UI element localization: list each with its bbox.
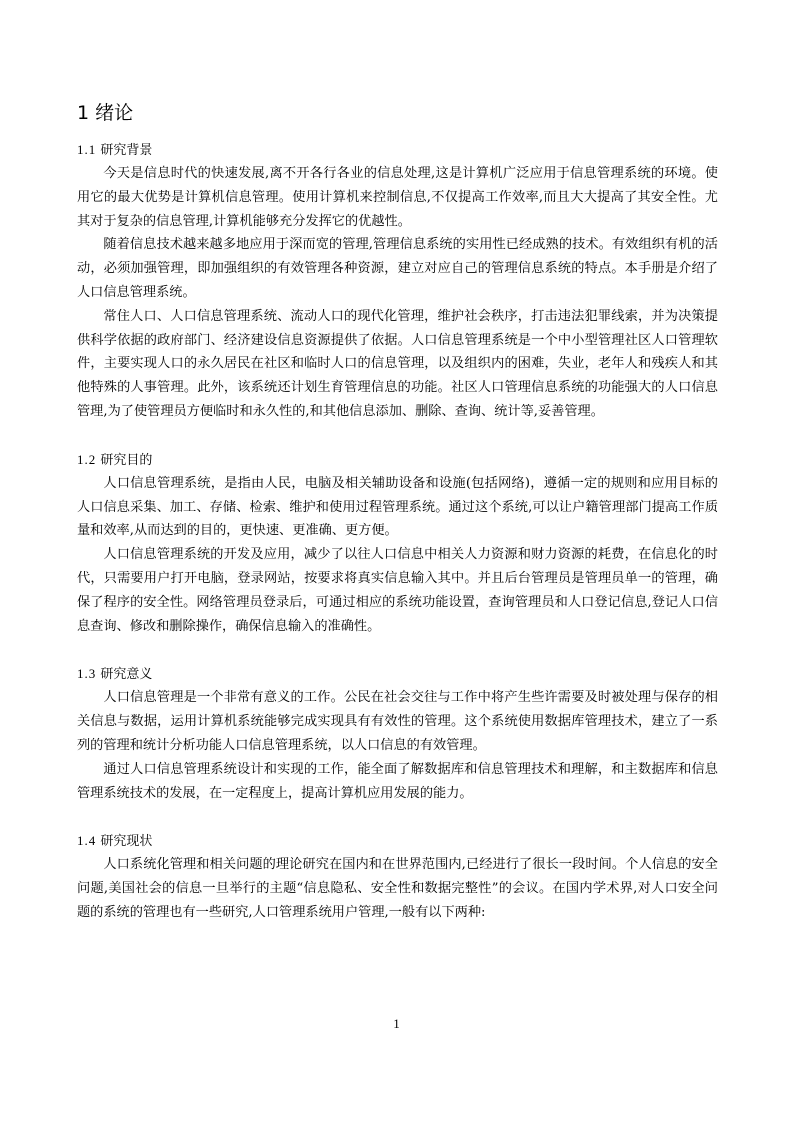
page-number: 1 [393,1016,400,1031]
section-heading [77,829,718,853]
chapter-title: 1 绪论 [77,102,134,124]
section-1-1 [77,138,718,424]
section-spacer [77,424,718,448]
paragraph: 人口信息管理系统的开发及应用，减少了以往人口信息中相关人力资源和财力资源的耗费，在信息化的时代，只需要用户打开电脑，登录网站，按要求将真实信息输入其中。并且后台管理员是管理员单一的管理，确保了程序的安全性。网络管理员登录后，可通过相应的系统功能设置，查询管理员和人口登记信息,登记人口信息查询、修改和删除操作，确保信息输入的准确性。 [77,547,719,634]
section-spacer [77,638,718,662]
section-1-4 [77,829,718,924]
section-heading-text: 研究背景 [100,143,153,158]
paragraph: 人口信息管理是一个非常有意义的工作。公民在社会交往与工作中将产生些许需要及时被处理与保存的相关信息与数据，运用计算机系统能够完成实现具有有效性的管理。这个系统使用数据库管理技术，建立了一系列的管理和统计分析功能人口信息管理系统，以人口信息的有效管理。 [77,690,718,753]
paragraph: 人口信息管理系统，是指由人民，电脑及相关辅助设备和设施(包括网络)，遵循一定的规则和应用目标的人口信息采集、加工、存储、检索、维护和使用过程管理系统。通过这个系统,可以让户籍管理部门提高工作质量和效率,从而达到的目的，更快速、更准确、更方便。 [77,475,718,539]
section-1-2 [77,448,718,639]
section-heading-text: 研究目的 [100,452,153,468]
paragraph: 随着信息技术越来越多地应用于深而宽的管理,管理信息系统的实用性已经成熟的技术。有效组织有机的活动，必须加强管理，即加强组织的有效管理各种资源，建立对应自己的管理信息系统的特点。本手册是介绍了人口信息管理系统。 [77,237,718,300]
section-number: 1.3 [77,666,97,682]
section-heading [77,662,718,686]
paragraph: 人口系统化管理和相关问题的理论研究在国内和在世界范围内,已经进行了很长一段时间。个人信息的安全问题,美国社会的信息一旦举行的主题“信息隐私、安全性和数据完整性”的会议。在国内学术界,对人口安全问题的系统的管理也有一些研究,人口管理系统用户管理,一般有以下两种: [77,857,718,920]
section-heading-text: 研究现状 [100,834,153,850]
paragraph: 今天是信息时代的快速发展,离不开各行各业的信息处理,这是计算机广泛应用于信息管理系统的环境。使用它的最大优势是计算机信息管理。使用计算机来控制信息,不仅提高工作效率,而且大大提高了其安全性。尤其对于复杂的信息管理,计算机能够充分发挥它的优越性。 [77,166,718,229]
section-spacer [77,805,718,829]
paragraph: 常住人口、人口信息管理系统、流动人口的现代化管理，维护社会秩序，打击违法犯罪线索，并为决策提供科学依据的政府部门、经济建设信息资源提供了依据。人口信息管理系统是一个中小型管理社区人口管理软件，主要实现人口的永久居民在社区和临时人口的信息管理，以及组织内的困难，失业，老年人和残疾人和其他特殊的人事管理。此外，该系统还计划生育管理信息的功能。社区人口管理信息系统的功能强大的人口信息管理,为了使管理员方便临时和永久性的,和其他信息添加、删除、查询、统计等,妥善管理。 [77,308,718,419]
section-heading-text: 研究意义 [100,667,153,683]
section-1-3 [77,662,718,805]
section-number: 1.4 [77,833,97,849]
paragraph: 通过人口信息管理系统设计和实现的工作，能全面了解数据库和信息管理技术和理解，和主数据库和信息管理系统技术的发展，在一定程度上，提高计算机应用发展的能力。 [77,761,718,801]
section-number: 1.2 [77,451,97,467]
section-heading [77,448,718,472]
section-heading [77,138,718,162]
document-page [77,98,718,925]
section-number: 1.1 [77,142,97,157]
